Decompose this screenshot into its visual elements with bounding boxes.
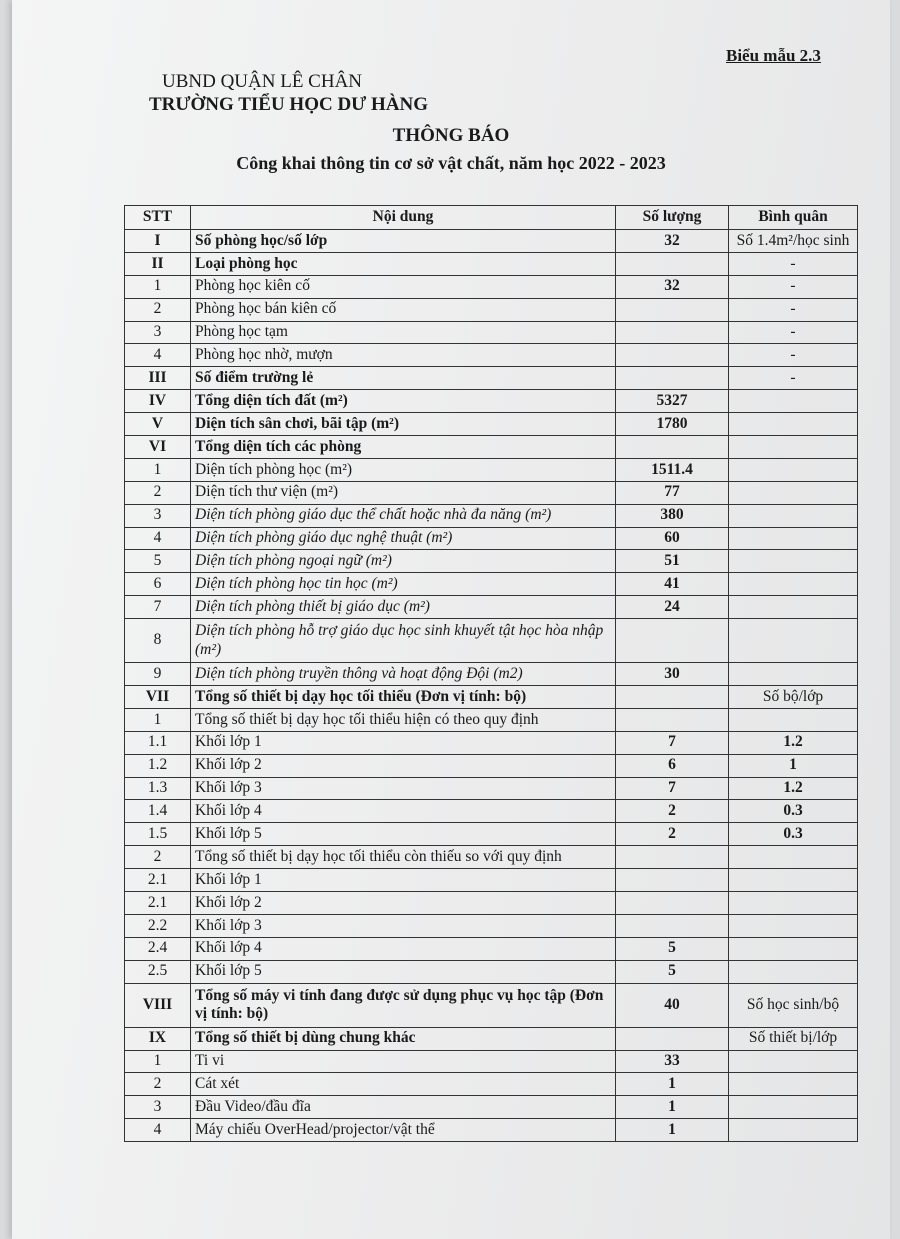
row-quantity bbox=[616, 892, 729, 915]
row-average: - bbox=[729, 367, 858, 390]
table-row bbox=[125, 458, 858, 481]
row-content: Ti vi bbox=[191, 1050, 616, 1073]
row-quantity: 51 bbox=[616, 550, 729, 573]
row-quantity bbox=[616, 846, 729, 869]
row-stt: 3 bbox=[125, 504, 191, 527]
row-average bbox=[729, 937, 858, 960]
table-row bbox=[125, 731, 858, 754]
row-content: Máy chiếu OverHead/projector/vật thể bbox=[191, 1119, 616, 1142]
row-content: Tổng số thiết bị dùng chung khác bbox=[191, 1027, 616, 1050]
row-content: Khối lớp 5 bbox=[191, 960, 616, 983]
row-quantity: 60 bbox=[616, 527, 729, 550]
row-quantity: 5327 bbox=[616, 390, 729, 413]
table-row bbox=[125, 573, 858, 596]
table-row bbox=[125, 275, 858, 298]
table-row bbox=[125, 1119, 858, 1142]
row-quantity bbox=[616, 869, 729, 892]
row-quantity bbox=[616, 914, 729, 937]
table-row bbox=[125, 1050, 858, 1073]
row-content: Diện tích phòng truyền thông và hoạt động Đội (m2) bbox=[191, 663, 616, 686]
table-row bbox=[125, 777, 858, 800]
row-stt: 2.5 bbox=[125, 960, 191, 983]
row-content: Diện tích phòng thiết bị giáo dục (m²) bbox=[191, 596, 616, 619]
table-row bbox=[125, 983, 858, 1027]
row-stt: 2 bbox=[125, 846, 191, 869]
row-quantity: 32 bbox=[616, 230, 729, 253]
row-average: 1.2 bbox=[729, 777, 858, 800]
header-content: Nội dung bbox=[191, 206, 616, 230]
row-content: Diện tích phòng ngoại ngữ (m²) bbox=[191, 550, 616, 573]
parent-organization: UBND QUẬN LÊ CHÂN bbox=[162, 71, 363, 92]
row-quantity: 7 bbox=[616, 777, 729, 800]
row-average bbox=[729, 1096, 858, 1119]
row-content: Khối lớp 2 bbox=[191, 754, 616, 777]
table-row bbox=[125, 298, 858, 321]
row-quantity bbox=[616, 252, 729, 275]
row-quantity: 1 bbox=[616, 1119, 729, 1142]
row-quantity bbox=[616, 321, 729, 344]
row-stt: 1 bbox=[125, 708, 191, 731]
row-content: Tổng số thiết bị dạy học tối thiểu còn thiếu so với quy định bbox=[191, 846, 616, 869]
table-row bbox=[125, 800, 858, 823]
table-header-row bbox=[125, 206, 858, 230]
row-stt: 1.3 bbox=[125, 777, 191, 800]
row-average bbox=[729, 1050, 858, 1073]
row-stt: 2.1 bbox=[125, 892, 191, 915]
row-average bbox=[729, 914, 858, 937]
table-row bbox=[125, 230, 858, 253]
row-average bbox=[729, 1073, 858, 1096]
row-average bbox=[729, 846, 858, 869]
row-stt: 2.2 bbox=[125, 914, 191, 937]
table-row bbox=[125, 504, 858, 527]
row-average bbox=[729, 596, 858, 619]
row-stt: I bbox=[125, 230, 191, 253]
row-quantity: 2 bbox=[616, 823, 729, 846]
row-quantity: 41 bbox=[616, 573, 729, 596]
row-stt: III bbox=[125, 367, 191, 390]
row-quantity bbox=[616, 367, 729, 390]
row-stt: 4 bbox=[125, 344, 191, 367]
row-content: Khối lớp 1 bbox=[191, 731, 616, 754]
row-stt: 4 bbox=[125, 1119, 191, 1142]
row-average bbox=[729, 390, 858, 413]
table-row bbox=[125, 754, 858, 777]
table-row bbox=[125, 960, 858, 983]
row-quantity: 32 bbox=[616, 275, 729, 298]
table-row bbox=[125, 914, 858, 937]
row-content: Phòng học tạm bbox=[191, 321, 616, 344]
row-quantity bbox=[616, 298, 729, 321]
row-content: Diện tích phòng học (m²) bbox=[191, 458, 616, 481]
row-content: Khối lớp 5 bbox=[191, 823, 616, 846]
table-row bbox=[125, 686, 858, 709]
row-stt: 2.4 bbox=[125, 937, 191, 960]
table-row bbox=[125, 344, 858, 367]
row-average bbox=[729, 550, 858, 573]
row-stt: 2 bbox=[125, 1073, 191, 1096]
row-quantity: 7 bbox=[616, 731, 729, 754]
document-title: THÔNG BÁO bbox=[392, 125, 510, 146]
row-content: Khối lớp 3 bbox=[191, 777, 616, 800]
table-row bbox=[125, 937, 858, 960]
table-row bbox=[125, 708, 858, 731]
row-quantity: 1780 bbox=[616, 413, 729, 436]
document-subtitle: Công khai thông tin cơ sở vật chất, năm học 2022 - 2023 bbox=[236, 153, 666, 173]
table-row bbox=[125, 252, 858, 275]
row-content: Phòng học kiên cố bbox=[191, 275, 616, 298]
row-average bbox=[729, 413, 858, 436]
row-stt: 2 bbox=[125, 481, 191, 504]
row-quantity: 6 bbox=[616, 754, 729, 777]
row-stt: IV bbox=[125, 390, 191, 413]
row-stt: 7 bbox=[125, 596, 191, 619]
row-content: Phòng học bán kiên cố bbox=[191, 298, 616, 321]
row-stt: 1 bbox=[125, 1050, 191, 1073]
row-stt: 4 bbox=[125, 527, 191, 550]
row-average bbox=[729, 1119, 858, 1142]
table-row bbox=[125, 367, 858, 390]
row-quantity: 5 bbox=[616, 960, 729, 983]
table-row bbox=[125, 321, 858, 344]
table-row bbox=[125, 823, 858, 846]
row-content: Diện tích phòng hỗ trợ giáo dục học sinh khuyết tật học hòa nhập (m²) bbox=[191, 619, 616, 663]
row-average bbox=[729, 663, 858, 686]
row-average: 0.3 bbox=[729, 800, 858, 823]
table-row bbox=[125, 619, 858, 663]
row-average: Số bộ/lớp bbox=[729, 686, 858, 709]
row-quantity bbox=[616, 708, 729, 731]
row-stt: VI bbox=[125, 436, 191, 459]
row-stt: VII bbox=[125, 686, 191, 709]
row-content: Số phòng học/số lớp bbox=[191, 230, 616, 253]
table-row bbox=[125, 550, 858, 573]
row-stt: 6 bbox=[125, 573, 191, 596]
row-content: Tổng diện tích đất (m²) bbox=[191, 390, 616, 413]
table-row bbox=[125, 846, 858, 869]
row-average bbox=[729, 573, 858, 596]
table-body bbox=[125, 230, 858, 1142]
row-average: - bbox=[729, 344, 858, 367]
row-content: Khối lớp 1 bbox=[191, 869, 616, 892]
table-row bbox=[125, 1073, 858, 1096]
row-stt: 1.1 bbox=[125, 731, 191, 754]
facilities-table bbox=[124, 205, 858, 1142]
row-average bbox=[729, 481, 858, 504]
table-row bbox=[125, 527, 858, 550]
row-average: 0.3 bbox=[729, 823, 858, 846]
header-average: Bình quân bbox=[729, 206, 858, 230]
row-average bbox=[729, 504, 858, 527]
row-content: Loại phòng học bbox=[191, 252, 616, 275]
row-content: Khối lớp 4 bbox=[191, 800, 616, 823]
row-content: Tổng số máy vi tính đang được sử dụng phục vụ học tập (Đơn vị tính: bộ) bbox=[191, 983, 616, 1027]
row-average bbox=[729, 708, 858, 731]
table-row bbox=[125, 436, 858, 459]
row-average: Số học sinh/bộ bbox=[729, 983, 858, 1027]
row-content: Đầu Video/đầu đĩa bbox=[191, 1096, 616, 1119]
table-row bbox=[125, 869, 858, 892]
row-quantity: 2 bbox=[616, 800, 729, 823]
row-stt: IX bbox=[125, 1027, 191, 1050]
row-stt: II bbox=[125, 252, 191, 275]
row-content: Diện tích phòng giáo dục nghệ thuật (m²) bbox=[191, 527, 616, 550]
row-quantity bbox=[616, 344, 729, 367]
row-quantity: 33 bbox=[616, 1050, 729, 1073]
row-average: 1 bbox=[729, 754, 858, 777]
row-average: - bbox=[729, 321, 858, 344]
header-quantity: Số lượng bbox=[616, 206, 729, 230]
row-average: - bbox=[729, 298, 858, 321]
row-average bbox=[729, 869, 858, 892]
row-content: Khối lớp 4 bbox=[191, 937, 616, 960]
row-average bbox=[729, 436, 858, 459]
row-stt: 2 bbox=[125, 298, 191, 321]
row-average: Số thiết bị/lớp bbox=[729, 1027, 858, 1050]
row-quantity: 380 bbox=[616, 504, 729, 527]
row-content: Tổng số thiết bị dạy học tối thiểu hiện có theo quy định bbox=[191, 708, 616, 731]
row-stt: 8 bbox=[125, 619, 191, 663]
school-name: TRƯỜNG TIỂU HỌC DƯ HÀNG bbox=[149, 94, 429, 115]
row-content: Diện tích phòng học tin học (m²) bbox=[191, 573, 616, 596]
row-average: Số 1.4m²/học sinh bbox=[729, 230, 858, 253]
row-average: - bbox=[729, 252, 858, 275]
row-content: Tổng số thiết bị dạy học tối thiểu (Đơn vị tính: bộ) bbox=[191, 686, 616, 709]
row-content: Diện tích phòng giáo dục thể chất hoặc nhà đa năng (m²) bbox=[191, 504, 616, 527]
row-stt: 3 bbox=[125, 1096, 191, 1119]
table-row bbox=[125, 596, 858, 619]
header-stt: STT bbox=[125, 206, 191, 230]
row-quantity: 1511.4 bbox=[616, 458, 729, 481]
row-quantity bbox=[616, 619, 729, 663]
row-stt: 2.1 bbox=[125, 869, 191, 892]
row-average bbox=[729, 458, 858, 481]
row-content: Cát xét bbox=[191, 1073, 616, 1096]
row-average bbox=[729, 619, 858, 663]
row-average bbox=[729, 960, 858, 983]
row-quantity: 1 bbox=[616, 1096, 729, 1119]
row-content: Diện tích thư viện (m²) bbox=[191, 481, 616, 504]
table-row bbox=[125, 413, 858, 436]
row-stt: 3 bbox=[125, 321, 191, 344]
row-stt: VIII bbox=[125, 983, 191, 1027]
row-quantity: 1 bbox=[616, 1073, 729, 1096]
row-quantity: 5 bbox=[616, 937, 729, 960]
row-quantity: 30 bbox=[616, 663, 729, 686]
table-row bbox=[125, 1096, 858, 1119]
row-stt: 9 bbox=[125, 663, 191, 686]
row-average: 1.2 bbox=[729, 731, 858, 754]
row-stt: 1 bbox=[125, 275, 191, 298]
row-average bbox=[729, 527, 858, 550]
row-average bbox=[729, 892, 858, 915]
row-stt: 1.5 bbox=[125, 823, 191, 846]
row-quantity: 40 bbox=[616, 983, 729, 1027]
row-quantity bbox=[616, 686, 729, 709]
row-content: Diện tích sân chơi, bãi tập (m²) bbox=[191, 413, 616, 436]
table-row bbox=[125, 1027, 858, 1050]
table-row bbox=[125, 481, 858, 504]
row-stt: 5 bbox=[125, 550, 191, 573]
table-row bbox=[125, 390, 858, 413]
row-stt: 1 bbox=[125, 458, 191, 481]
form-code: Biểu mẫu 2.3 bbox=[726, 46, 821, 65]
row-stt: 1.4 bbox=[125, 800, 191, 823]
row-content: Phòng học nhờ, mượn bbox=[191, 344, 616, 367]
row-quantity: 24 bbox=[616, 596, 729, 619]
row-content: Tổng diện tích các phòng bbox=[191, 436, 616, 459]
row-stt: V bbox=[125, 413, 191, 436]
table-row bbox=[125, 663, 858, 686]
row-content: Số điểm trường lẻ bbox=[191, 367, 616, 390]
row-average: - bbox=[729, 275, 858, 298]
row-quantity bbox=[616, 1027, 729, 1050]
table-row bbox=[125, 892, 858, 915]
row-content: Khối lớp 2 bbox=[191, 892, 616, 915]
row-stt: 1.2 bbox=[125, 754, 191, 777]
row-content: Khối lớp 3 bbox=[191, 914, 616, 937]
row-quantity bbox=[616, 436, 729, 459]
row-quantity: 77 bbox=[616, 481, 729, 504]
